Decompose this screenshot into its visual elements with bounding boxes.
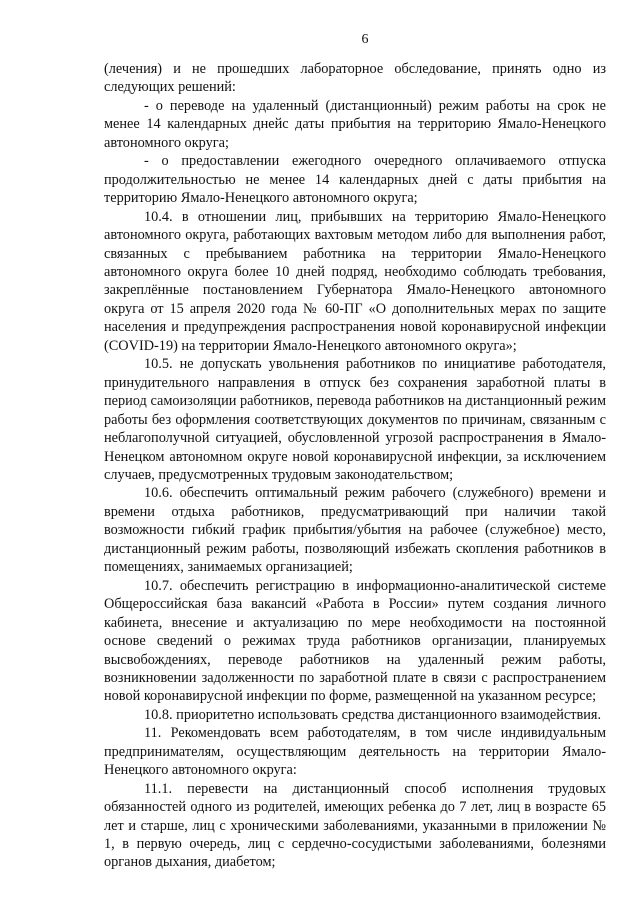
paragraph-10-8-remote-means: 10.8. приоритетно использовать средства дистанционного взаимодействия.: [144, 706, 602, 723]
paragraph-annual-leave: - о предоставлении ежегодного очередного оплачиваемого отпуска продолжительностью не менее 14 календарных дней с даты прибытия на территорию Ямало-Ненецкого автономного округа;: [104, 153, 606, 207]
paragraph-11-1-transfer-remote: 11.1. перевести на дистанционный способ исполнения трудовых обязанностей одного из родителей, имеющих ребенка до 7 лет, лиц в возрасте 65 лет и старше, лиц с хроническими заболеваниями, указанными в приложении № 1, в первую очередь, лиц с сердечно-сосудистыми заболеваниями, болезнями органов дыхания, диабетом;: [104, 780, 606, 871]
paragraph-10-6-work-schedule: 10.6. обеспечить оптимальный режим рабочего (служебного) времени и времени отдыха работников, предусматривающий при наличии такой возможности гибкий график прибытия/убытия на рабочее (служебное) место, дистанционный режим работы, позволяющий избежать скопления работников в помещениях, занимаемых организацией;: [104, 485, 606, 576]
paragraph-remote-work: - о переводе на удаленный (дистанционный) режим работы на срок не менее 14 календарных днейс даты прибытия на территорию Ямало-Ненецкого автономного округа;: [104, 97, 606, 151]
page-number: 6: [361, 32, 369, 47]
paragraph-10-5-no-dismissal: 10.5. не допускать увольнения работников по инициативе работодателя, принудительного направления в отпуск без сохранения заработной платы в период самоизоляции работников, перевода работников на дистанционный режим работы без оформления соответствующих документов по причинам, связанным с неблагополучной ситуацией, обусловленной угрозой распространения в Ямало-Ненецком автономном округе новой коронавирусной инфекции, за исключением случаев, предусмотренных трудовым законодательством;: [104, 356, 606, 483]
paragraph-10-7-registration: 10.7. обеспечить регистрацию в информационно-аналитической системе Общероссийская база вакансий «Работа в России» путем создания личного кабинета, внесение и актуализацию по мере необходимости на постоянной основе сведений о режимах труда работников организации, планируемых высвобождениях, переводе работников на удаленный режим работы, возникновении задолженности по заработной плате в связи с распространением новой коронавирусной инфекции по форме, размещенной на указанном ресурсе;: [104, 577, 606, 705]
paragraph-11-recommendation: 11. Рекомендовать всем работодателям, в том числе индивидуальным предпринимателям, осуществляющим деятельность на территории Ямало-Ненецкого автономного округа:: [104, 725, 606, 779]
paragraph-decision-intro: (лечения) и не прошедших лабораторное обследование, принять одно из следующих решений:: [104, 61, 606, 96]
paragraph-10-4-shift-workers: 10.4. в отношении лиц, прибывших на территорию Ямало-Ненецкого автономного округа, работающих вахтовым методом либо для выполнения работ, связанных с пребыванием работника на территории Ямало-Ненецкого автономного округа более 10 дней подряд, необходимо соблюдать требования, закреплённые постановлением Губернатора Ямало-Ненецкого автономного округа от 15 апреля 2020 года № 60-ПГ «О дополнительных мерах по защите населения и предупреждения распространения новой коронавирусной инфекции (COVID-19) на территории Ямало-Ненецкого автономного округа»;: [104, 208, 606, 354]
